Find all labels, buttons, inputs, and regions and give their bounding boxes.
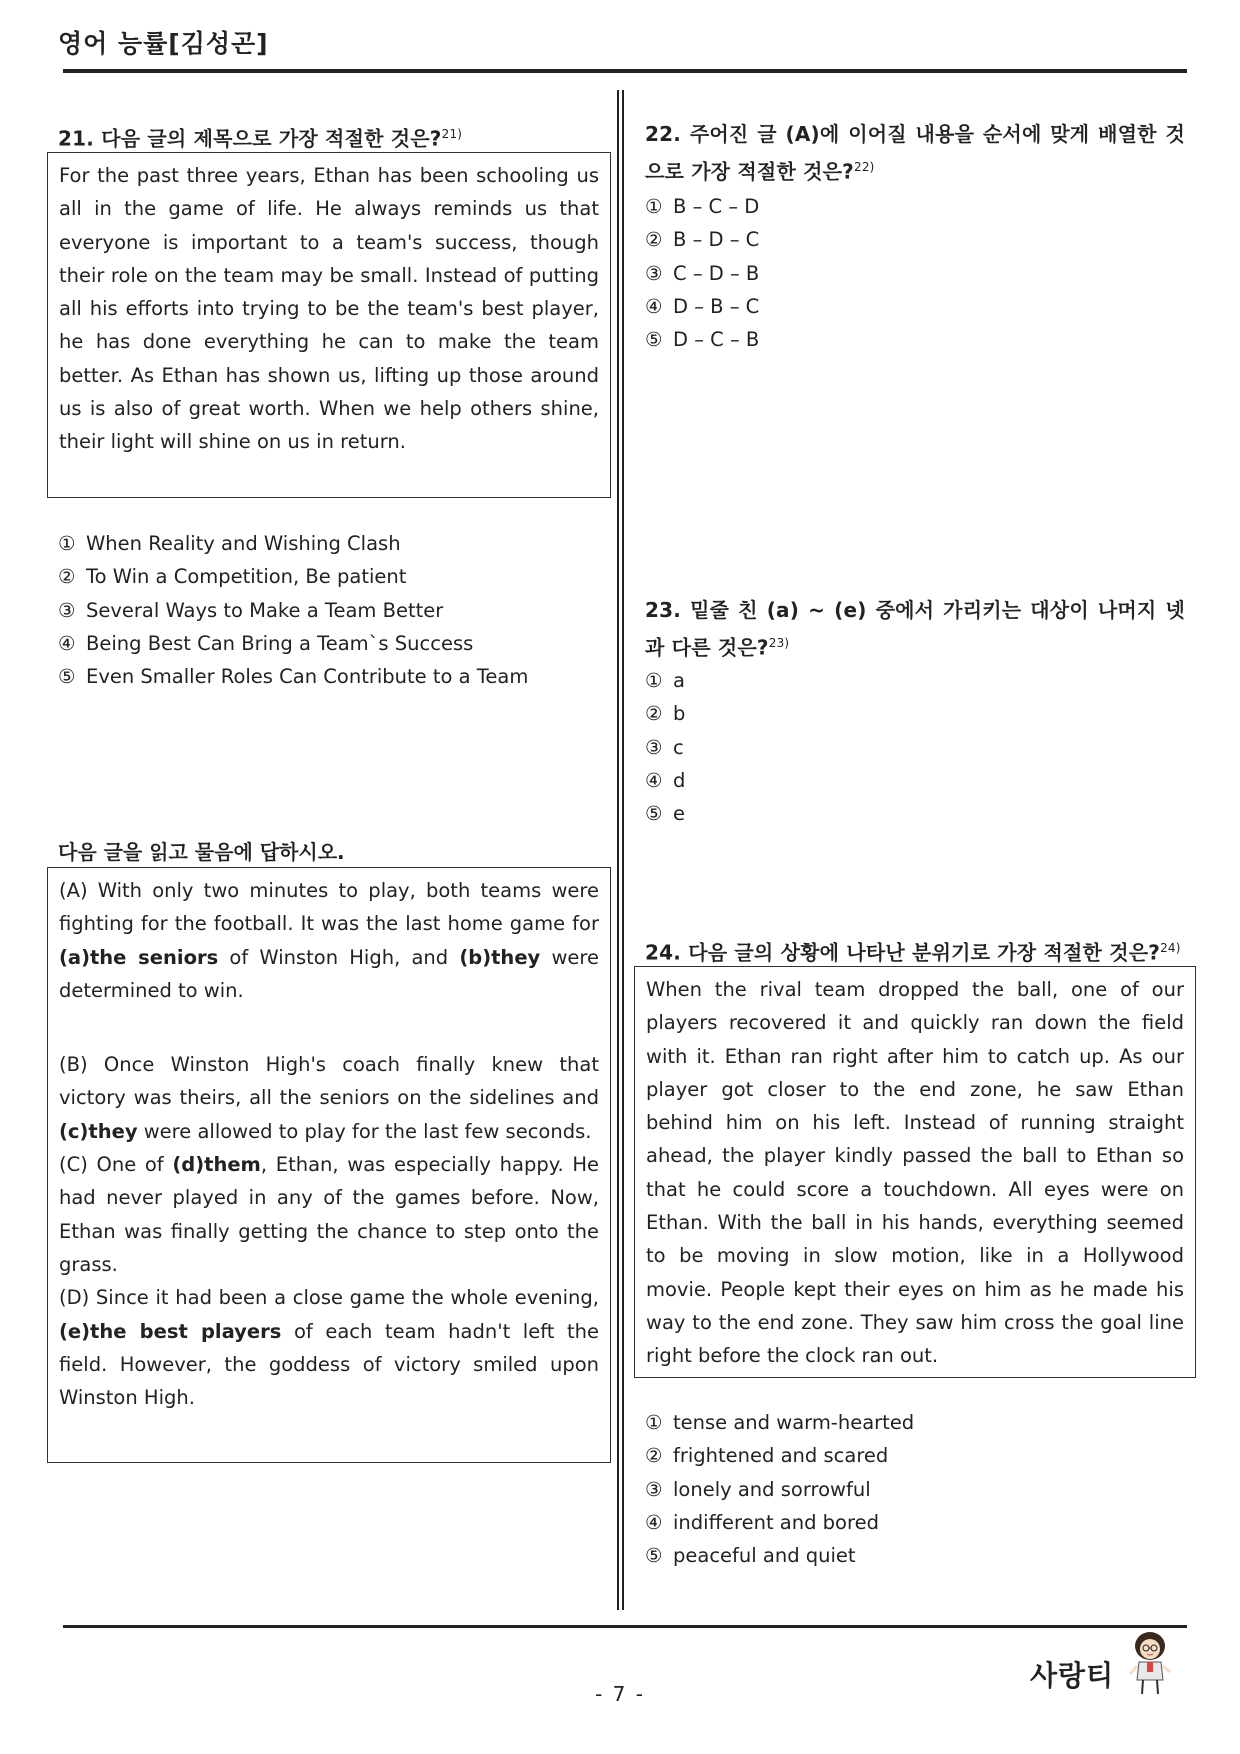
q22-footnote: 22) (853, 160, 875, 174)
ref-e: (e)the best players (59, 1319, 282, 1343)
q24-option-1[interactable] (645, 1406, 914, 1439)
option-number: ② (58, 565, 76, 589)
option-number: ① (645, 1411, 663, 1434)
teacher-mascot-icon (1125, 1628, 1175, 1698)
q21-passage: For the past three years, Ethan has been schooling us all in the game of life. He always reminds us that everyone is important to a team's success, though their role on the team may be small. Instead of putting all his efforts into trying to be the team's best player, he has done everything he can to make the team better. As Ethan has shown us, lifting up those around us is also of great worth. When we help others shine, their light will shine on us in return. (59, 164, 599, 454)
q24-option-4[interactable] (645, 1506, 914, 1539)
q24-footnote: 24) (1160, 941, 1181, 955)
option-text: lonely and sorrowful (673, 1477, 871, 1501)
option-number: ① (645, 669, 663, 692)
q24-passage-box (634, 966, 1196, 1378)
story-paragraph-a: (A) With only two minutes to play, both teams were fighting for the football. It was the last home game for (a)the seniors of Winston High, and (b)they were determined to win. (59, 879, 599, 1002)
option-text: When Reality and Wishing Clash (86, 532, 401, 555)
option-text: indifferent and bored (673, 1510, 879, 1534)
option-text: tense and warm-hearted (673, 1411, 915, 1434)
q24-option-2[interactable] (645, 1439, 914, 1472)
q21-option-1[interactable] (58, 527, 528, 560)
option-number: ③ (645, 1477, 663, 1501)
q21-footnote: 21) (441, 127, 463, 141)
q24-option-3[interactable] (645, 1473, 914, 1506)
option-text: B – C – D (673, 195, 760, 218)
option-number: ⑤ (58, 665, 76, 689)
ref-d: (d)them (172, 1153, 261, 1177)
option-number: ③ (58, 598, 76, 622)
q21-option-2[interactable] (58, 560, 528, 593)
q24-options (645, 1406, 914, 1572)
section-instruction: 다음 글을 읽고 물음에 답하시오. (58, 840, 345, 864)
q21-option-4[interactable] (58, 627, 528, 660)
header-rule (63, 69, 1187, 73)
option-number: ② (645, 702, 663, 726)
column-divider (617, 90, 624, 1610)
footer-rule (63, 1625, 1187, 1628)
story-passage-box (47, 867, 611, 1463)
option-number: ③ (645, 261, 663, 285)
q21-option-5[interactable] (58, 660, 528, 693)
story-paragraph-b: (B) Once Winston High's coach finally knew that victory was theirs, all the seniors on the sidelines and (c)they were allowed to play for the last few seconds. (59, 1053, 599, 1143)
q23-option-2[interactable] (645, 697, 685, 730)
q23-options (645, 664, 685, 830)
q22-option-1[interactable] (645, 190, 759, 223)
brand-logo-text: 사랑티 (1030, 1659, 1115, 1692)
q21-passage-box (47, 152, 611, 498)
option-number: ④ (645, 294, 663, 318)
option-number: ① (645, 195, 663, 218)
option-number: ⑤ (645, 802, 663, 826)
option-number: ④ (645, 768, 663, 792)
option-number: ① (58, 532, 76, 555)
option-number: ③ (645, 735, 663, 759)
ref-c: (c)they (59, 1119, 138, 1143)
ref-b: (b)they (459, 945, 541, 969)
option-text: C – D – B (673, 261, 760, 285)
q23-title: 23. 밑줄 친 (a) ~ (e) 중에서 가리키는 대상이 나머지 넷과 다른 것은? (645, 598, 1185, 660)
q22-option-5[interactable] (645, 323, 759, 356)
q21-heading (58, 118, 462, 156)
q23-option-3[interactable] (645, 731, 685, 764)
ref-a: (a)the seniors (59, 945, 219, 969)
q23-option-4[interactable] (645, 764, 685, 797)
q22-option-3[interactable] (645, 257, 759, 290)
option-text: b (673, 702, 686, 726)
option-text: d (673, 768, 686, 792)
option-number: ② (645, 228, 663, 252)
option-text: peaceful and quiet (673, 1544, 856, 1568)
option-text: Being Best Can Bring a Team`s Success (86, 631, 474, 655)
page-header-title: 영어 능률[김성곤] (58, 29, 269, 58)
q24-heading (645, 932, 1181, 970)
option-text: a (673, 669, 685, 692)
q24-passage: When the rival team dropped the ball, one of our players recovered it and quickly ran down the field with it. Ethan ran right after him to catch up. As our player got closer to the end zone, he saw Ethan behind him on his left. Instead of running straight ahead, the player kindly passed the ball to Ethan so that he could score a touchdown. All eyes were on Ethan. With the ball in his hands, everything seemed to be moving in slow motion, like in a Hollywood movie. People kept their eyes on him as he made his way to the end zone. They saw him cross the goal line right before the clock ran out. (646, 978, 1184, 1368)
q21-option-3[interactable] (58, 594, 528, 627)
option-text: Several Ways to Make a Team Better (86, 598, 444, 622)
q22-options (645, 190, 759, 356)
option-text: e (673, 802, 685, 826)
option-number: ④ (58, 631, 76, 655)
q21-options (58, 527, 528, 693)
page-number: - 7 - (595, 1682, 645, 1706)
story-paragraph-d: (D) Since it had been a close game the whole evening, (e)the best players of each team hadn't left the field. However, the goddess of victory smiled upon Winston High. (59, 1286, 599, 1410)
q22-option-4[interactable] (645, 290, 759, 323)
q23-option-5[interactable] (645, 797, 685, 830)
option-number: ② (645, 1444, 663, 1468)
q22-option-2[interactable] (645, 223, 759, 256)
q21-title: 21. 다음 글의 제목으로 가장 적절한 것은? (58, 126, 442, 151)
q23-option-1[interactable] (645, 664, 685, 697)
q24-title: 24. 다음 글의 상황에 나타난 분위기로 가장 적절한 것은? (645, 940, 1161, 965)
option-number: ⑤ (645, 328, 663, 352)
option-text: frightened and scared (673, 1444, 889, 1468)
option-text: D – B – C (673, 294, 760, 318)
q23-heading (645, 594, 1185, 665)
option-text: c (673, 735, 684, 759)
q22-heading (645, 118, 1185, 189)
q23-footnote: 23) (768, 636, 790, 650)
option-text: B – D – C (673, 228, 760, 252)
option-text: D – C – B (673, 328, 760, 352)
story-paragraph-c: (C) One of (d)them, Ethan, was especially happy. He had never played in any of the games before. Now, Ethan was finally getting the chance to step onto the grass. (59, 1153, 599, 1276)
option-text: Even Smaller Roles Can Contribute to a Team (86, 665, 529, 689)
q22-title: 22. 주어진 글 (A)에 이어질 내용을 순서에 맞게 배열한 것으로 가장 적절한 것은? (645, 122, 1185, 184)
option-number: ④ (645, 1510, 663, 1534)
q24-option-5[interactable] (645, 1539, 914, 1572)
option-number: ⑤ (645, 1544, 663, 1568)
option-text: To Win a Competition, Be patient (86, 565, 407, 589)
